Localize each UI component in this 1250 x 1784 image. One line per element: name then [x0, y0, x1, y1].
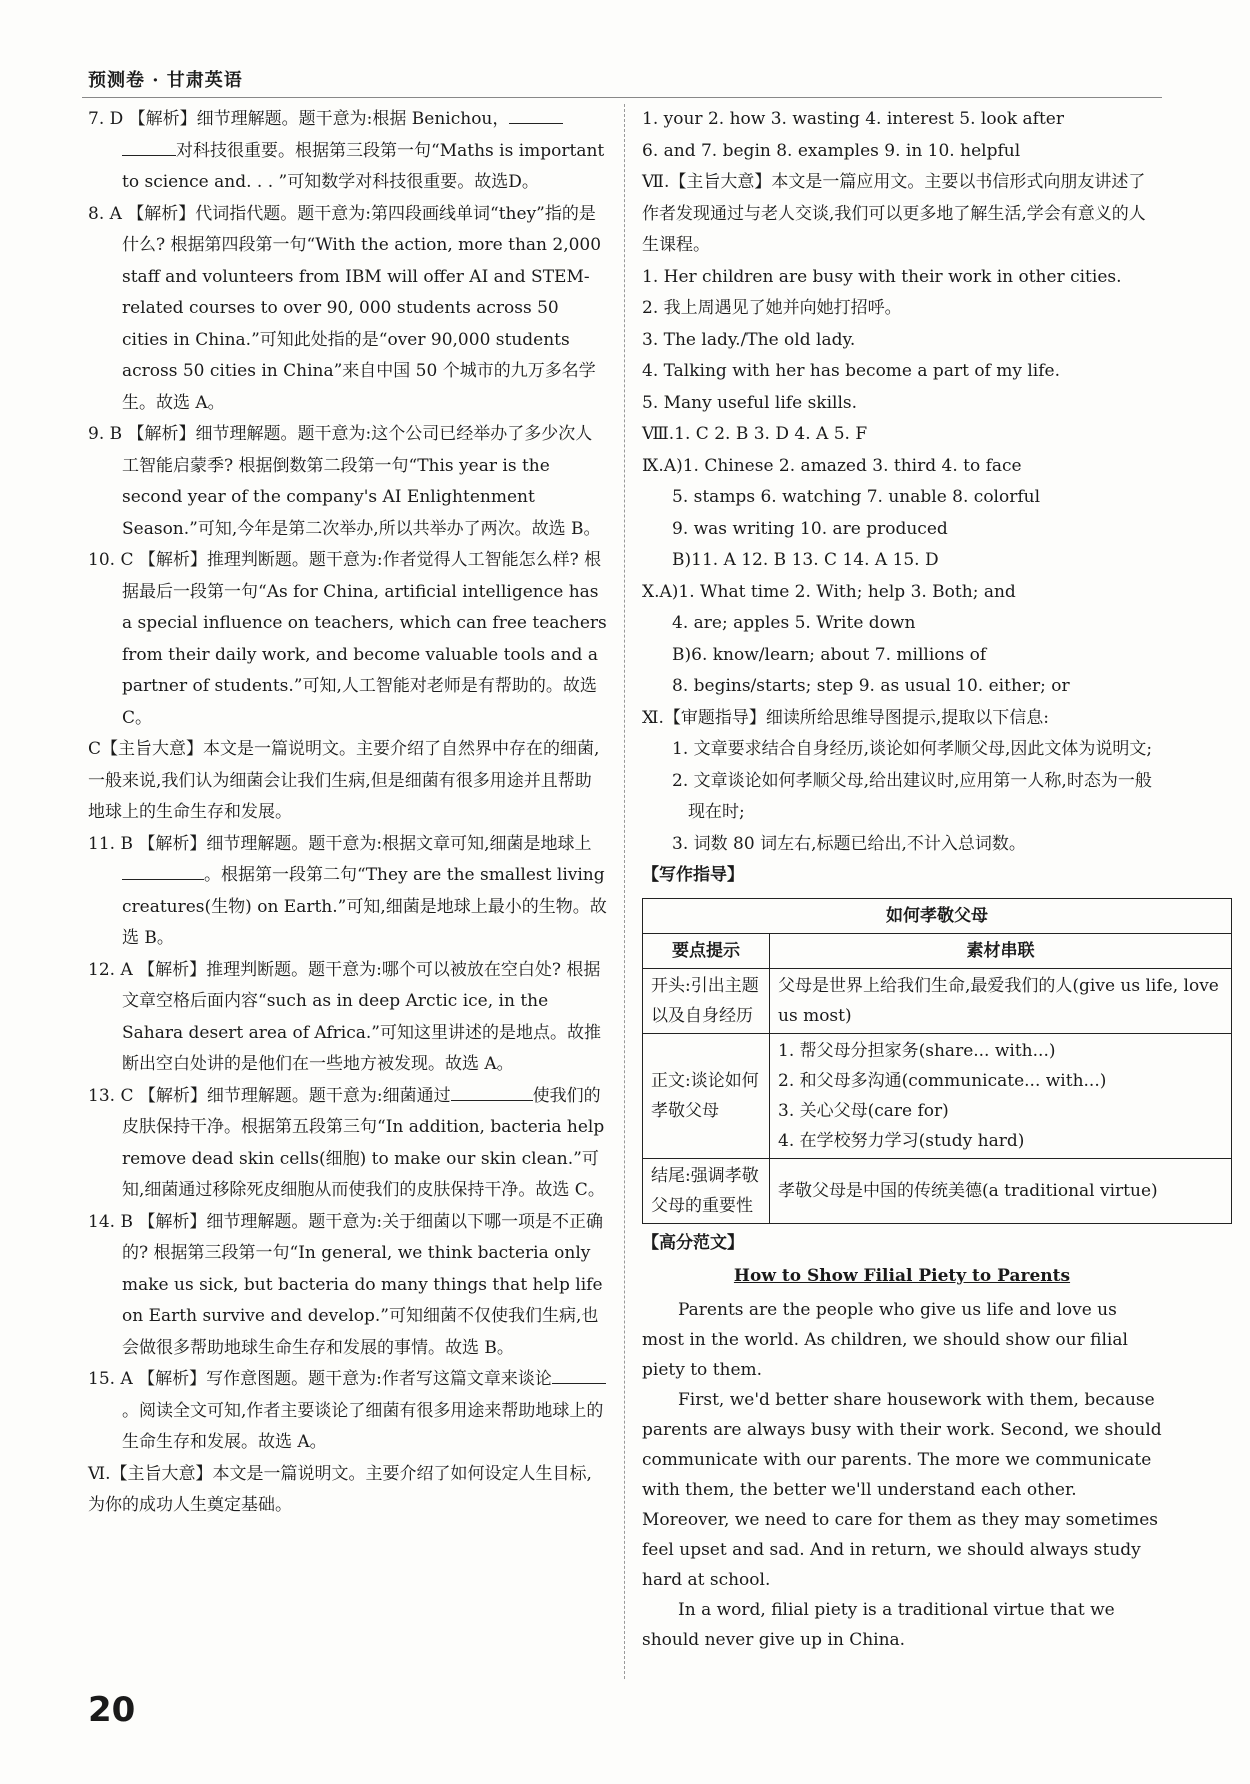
table-cell-ending: 结尾:强调孝敬父母的重要性 — [643, 1158, 770, 1223]
section-ix-row: 9. was writing 10. are produced — [672, 518, 948, 539]
passage-c-main-idea: C【主旨大意】本文是一篇说明文。主要介绍了自然界中存在的细菌,一般来说,我们认为细菌会让我们生病,但是细菌有很多用途并且帮助地球上的生命生存和发展。 — [88, 739, 600, 822]
header-rule — [82, 97, 1162, 98]
table-cell-opening-material: 父母是世界上给我们生命,最爱我们的人(give us life, love us most) — [770, 968, 1232, 1033]
section-vii-answer: 1. Her children are busy with their work in other cities. — [642, 266, 1122, 287]
section-ix-row: Ⅸ.A)1. Chinese 2. amazed 3. third 4. to face — [642, 455, 1022, 476]
answer-13: 13. C 【解析】细节理解题。题干意为:细菌通过 使我们的皮肤保持干净。根据第五段第三句“In addition, bacteria help remove dead skin cells(细胞) to make our skin clean.”可知,细菌通过移除死皮细胞从而使我们的皮肤保持干净。故选 C。 — [88, 1081, 608, 1207]
section-xi-point: 3. 词数 80 词左右,标题已给出,不计入总词数。 — [672, 833, 1026, 854]
section-vii-answer: 3. The lady./The old lady. — [642, 329, 856, 350]
section-vii-main-idea: Ⅶ.【主旨大意】本文是一篇应用文。主要以书信形式向朋友讲述了作者发现通过与老人交谈,我们可以更多地了解生活,学会有意义的人生课程。 — [642, 172, 1146, 255]
table-cell-opening: 开头:引出主题以及自身经历 — [643, 968, 770, 1033]
answer-15: 15. A 【解析】写作意图题。题干意为:作者写这篇文章来谈论。阅读全文可知,作者主要谈论了细菌有很多用途来帮助地球上的生命生存和发展。故选 A。 — [88, 1364, 608, 1459]
section-x-row: Ⅹ.A)1. What time 2. With; help 3. Both; and — [642, 581, 1016, 602]
section-vii-answer: 5. Many useful life skills. — [642, 392, 858, 413]
sample-essay-label: 【高分范文】 — [642, 1232, 744, 1253]
page-number: 20 — [88, 1690, 136, 1730]
section-ix-row: B)11. A 12. B 13. C 14. A 15. D — [672, 550, 939, 570]
section-x-row: B)6. know/learn; about 7. millions of — [672, 644, 987, 665]
section-xi-point: 1. 文章要求结合自身经历,谈论如何孝顺父母,因此文体为说明文; — [672, 739, 1153, 759]
table-title: 如何孝敬父母 — [643, 898, 1232, 933]
answer-9: 9. B 【解析】细节理解题。题干意为:这个公司已经举办了多少次人工智能启蒙季? 根据倒数第二段第一句“This year is the second year of the company's AI Enlightenment Season.”可知,今年是第二次举办,所以共举办了两次。故选 B。 — [88, 424, 601, 539]
section-vii-answer: 4. Talking with her has become a part of my life. — [642, 361, 1061, 381]
page-header: 预测卷 · 甘肃英语 — [88, 70, 243, 91]
answer-11: 11. B 【解析】细节理解题。题干意为:根据文章可知,细菌是地球上。根据第一段第二句“They are the smallest living creatures(生物) on Earth.”可知,细菌是地球上最小的生物。故选 B。 — [88, 833, 607, 948]
essay-title: How to Show Filial Piety to Parents — [733, 1266, 1071, 1286]
essay-paragraph: Parents are the people who give us life and love us most in the world. As children, we should show our filial piety to them. — [642, 1299, 1128, 1380]
section-x-row: 4. are; apples 5. Write down — [672, 613, 916, 633]
table-header-material: 素材串联 — [770, 933, 1232, 968]
table-header-points: 要点提示 — [643, 933, 770, 968]
writing-guide-table — [642, 898, 1232, 1224]
section-ix-row: 5. stamps 6. watching 7. unable 8. colorful — [672, 487, 1041, 507]
table-cell-body-material — [770, 1033, 1232, 1158]
column-divider — [624, 104, 625, 1679]
answer-10: 10. C 【解析】推理判断题。题干意为:作者觉得人工智能怎么样? 根据最后一段第一句“As for China, artificial intelligence has a special influence on teachers, which can free teachers from their daily work, and become valuable tools and a partner of students.”可知,人工智能对老师是有帮助的。故选 C。 — [88, 550, 607, 728]
answer-7: 7. D 【解析】细节理解题。题干意为:根据 Benichou， 对科技很重要。根据第三段第一句“Maths is important to science and. . . ”可知数学对科技很重要。故选D。 — [88, 104, 608, 199]
writing-guide-label: 【写作指导】 — [642, 865, 744, 885]
table-body-point: 4. 在学校努力学习(study hard) — [778, 1130, 1025, 1151]
table-body-point: 1. 帮父母分担家务(share... with...) — [778, 1040, 1056, 1061]
section-xi-heading: Ⅺ.【审题指导】细读所给思维导图提示,提取以下信息: — [642, 707, 1050, 728]
answer-14: 14. B 【解析】细节理解题。题干意为:关于细菌以下哪一项是不正确的? 根据第三段第一句“In general, we think bacteria only make us sick, but bacteria do many things that help life on Earth survive and develop.”可知细菌不仅使我们生病,也会做很多帮助地球生命生存和发展的事情。故选 B。 — [88, 1211, 604, 1358]
left-column — [88, 104, 608, 1522]
table-cell-ending-material: 孝敬父母是中国的传统美德(a traditional virtue) — [770, 1158, 1232, 1223]
essay-paragraph: In a word, filial piety is a traditional virtue that we should never give up in China. — [642, 1599, 1115, 1650]
essay-paragraph: First, we'd better share housework with them, because parents are always busy with their work. Second, we should communicate with our parents. The more we communicate with them, the better we'll understand each other. Moreover, we need to care for them as they may sometimes feel upset and sad. And in return, we should always study hard at school. — [642, 1389, 1162, 1590]
table-body-point: 3. 关心父母(care for) — [778, 1100, 949, 1121]
table-body-point: 2. 和父母多沟通(communicate... with...) — [778, 1070, 1107, 1091]
answer-12: 12. A 【解析】推理判断题。题干意为:哪个可以被放在空白处? 根据文章空格后面内容“such as in deep Arctic ice, in the Sahara desert area of Africa.”可知这里讲述的是地点。故推断出空白处讲的是他们在一些地方被发现。故选 A。 — [88, 959, 601, 1074]
section-viii-answers: Ⅷ.1. C 2. B 3. D 4. A 5. F — [642, 424, 868, 444]
section-vii-answer: 2. 我上周遇见了她并向她打招呼。 — [642, 298, 902, 318]
section-xi-point: 2. 文章谈论如何孝顺父母,给出建议时,应用第一人称,时态为一般现在时; — [672, 770, 1152, 822]
section-vi-main-idea: Ⅵ.【主旨大意】本文是一篇说明文。主要介绍了如何设定人生目标,为你的成功人生奠定基础。 — [88, 1463, 592, 1515]
answer-8: 8. A 【解析】代词指代题。题干意为:第四段画线单词“they”指的是什么? 根据第四段第一句“With the action, more than 2,000 staff and volunteers from IBM will offer AI and STEM-related courses to over 90, 000 students across 50 cities in China.”可知此处指的是“over 90,000 students across 50 cities in China”来自中国 50 个城市的九万多名学生。故选 A。 — [88, 203, 602, 413]
section-vi-answers-row2: 6. and 7. begin 8. examples 9. in 10. helpful — [642, 140, 1021, 161]
right-column — [642, 104, 1219, 1655]
section-x-row: 8. begins/starts; step 9. as usual 10. either; or — [672, 676, 1070, 696]
table-cell-body: 正文:谈论如何孝敬父母 — [643, 1033, 770, 1158]
sample-essay — [642, 1295, 1162, 1655]
section-vi-answers-row1: 1. your 2. how 3. wasting 4. interest 5. look after — [642, 109, 1064, 129]
